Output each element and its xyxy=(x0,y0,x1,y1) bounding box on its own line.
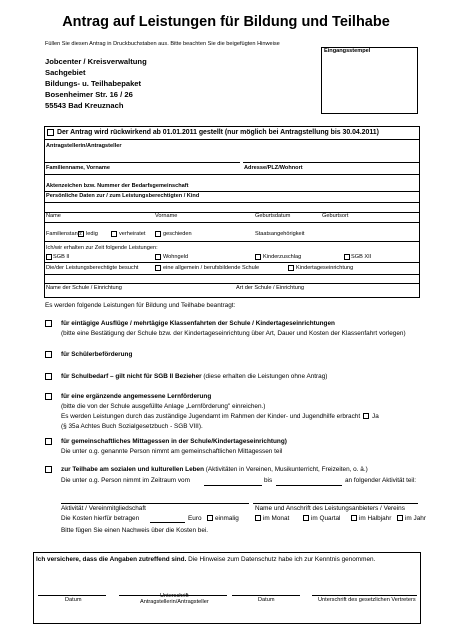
address-line-4: Bosenheimer Str. 16 / 26 xyxy=(45,90,133,99)
einmalig-checkbox[interactable] xyxy=(207,515,213,521)
kosten-amount-field[interactable] xyxy=(150,522,185,523)
schulbedarf-text xyxy=(61,373,327,380)
signature1-label-a: Unterschrift xyxy=(160,593,189,599)
ausflug-title: für eintägige Ausflüge / mehrtägige Klassenfahrten der Schule / Kindertageseinrichtungen xyxy=(61,320,335,327)
halbjahr-checkbox[interactable] xyxy=(351,515,357,521)
lernfoerderung-checkbox[interactable] xyxy=(45,393,52,400)
child-geburtsort-label: Geburtsort xyxy=(322,213,349,219)
stamp-label: Eingangsstempel xyxy=(324,48,371,54)
ledig-label: ledig xyxy=(86,231,98,237)
kinderzuschlag-label: Kinderzuschlag xyxy=(263,254,302,260)
einmalig-label: einmalig xyxy=(215,515,239,522)
teilhabe-text xyxy=(61,466,368,473)
anbieter-field[interactable] xyxy=(253,503,418,504)
lernfoerderung-note-2: Es werden Leistungen durch das zuständige Jugendamt im Rahmen der Kinder- und Jugendhilfe erbracht xyxy=(61,413,361,420)
school-name-line xyxy=(44,283,420,284)
divider xyxy=(44,191,420,192)
signature1-label-b: Antragstellerin/Antragsteller xyxy=(140,599,209,605)
mittagessen-checkbox[interactable] xyxy=(45,438,52,445)
applicant-label: Antragstellerin/Antragsteller xyxy=(46,143,122,149)
school-type-label: Art der Schule / Einrichtung xyxy=(236,285,305,291)
teilhabe-bis-label: bis xyxy=(264,477,273,484)
ledig-checkbox[interactable] xyxy=(78,231,84,237)
teilhabe-an-label: an folgender Aktivität teil: xyxy=(345,477,417,484)
teilhabe-note: (Aktivitäten in Vereinen, Musikunterricht, Freizeiten, o. ä.) xyxy=(205,466,368,473)
leistungen-label: Ich/wir erhalten zur Zeit folgende Leistungen: xyxy=(46,245,158,251)
schulbedarf-checkbox[interactable] xyxy=(45,373,52,380)
kita-checkbox[interactable] xyxy=(288,265,294,271)
kosten-label: Die Kosten hierfür betragen xyxy=(61,515,140,522)
sgb2-checkbox[interactable] xyxy=(46,254,52,260)
halbjahr-label: im Halbjahr xyxy=(359,515,392,522)
address-line-2: Sachgebiet xyxy=(45,68,86,77)
retro-text: Der Antrag wird rückwirkend ab 01.01.2011 gestellt (nur möglich bei Antragstellung bis 30.04.2011) xyxy=(57,129,379,136)
school-checkbox[interactable] xyxy=(155,265,161,271)
kinderzuschlag-checkbox[interactable] xyxy=(255,254,261,260)
divider xyxy=(44,174,420,175)
personal-data-label: Persönliche Daten zur / zum Leistungsberechtigten / Kind xyxy=(46,193,200,199)
lernfoerderung-title: für eine ergänzende angemessene Lernförderung xyxy=(61,393,212,400)
geschieden-label: geschieden xyxy=(163,231,192,237)
school-label: eine allgemein / berufsbildende Schule xyxy=(163,265,260,271)
teilhabe-from-label: Die unter o.g. Person nimmt im Zeitraum vom xyxy=(61,477,190,484)
sgb2-label: SGB II xyxy=(53,254,70,260)
mittagessen-title: für gemeinschaftliches Mittagessen in der Schule/Kindertageseinrichtung) xyxy=(61,438,287,445)
stamp-box xyxy=(321,47,418,114)
ausflug-checkbox[interactable] xyxy=(45,320,52,327)
address-label: Adresse/PLZ/Wohnort xyxy=(244,165,303,171)
datum1-label: Datum xyxy=(65,597,82,603)
date-from-field[interactable] xyxy=(204,485,262,486)
sgb12-checkbox[interactable] xyxy=(344,254,350,260)
verheiratet-label: verheiratet xyxy=(119,231,146,237)
aktivitaet-label: Aktivität / Vereinmitgliedschaft xyxy=(61,505,146,512)
child-geburtsdatum-label: Geburtsdatum xyxy=(255,213,291,219)
jahr-label: im Jahr xyxy=(405,515,426,522)
wohngeld-checkbox[interactable] xyxy=(155,254,161,260)
verheiratet-checkbox[interactable] xyxy=(111,231,117,237)
page-title: Antrag auf Leistungen für Bildung und Teilhabe xyxy=(62,14,390,30)
retro-checkbox[interactable] xyxy=(47,129,54,136)
date-to-field[interactable] xyxy=(276,485,342,486)
quartal-label: im Quartal xyxy=(311,515,341,522)
school-visit-label: Die/der Leistungsberechtigte besucht xyxy=(46,265,139,271)
signature2-field[interactable] xyxy=(312,595,417,596)
schulbedarf-title: für Schulbedarf – gilt nicht für SGB II Bezieher xyxy=(61,373,202,380)
aktenzeichen-label: Aktenzeichen bzw. Nummer der Bedarfsgemeinschaft xyxy=(46,183,189,189)
apply-intro: Es werden folgende Leistungen für Bildung und Teilhabe beantragt: xyxy=(45,302,236,309)
jahr-checkbox[interactable] xyxy=(397,515,403,521)
school-name-label: Name der Schule / Einrichtung xyxy=(46,285,122,291)
geschieden-checkbox[interactable] xyxy=(155,231,161,237)
staatsangehoerigkeit-label: Staatsangehörigkeit xyxy=(255,231,305,237)
divider xyxy=(44,139,420,140)
monat-label: im Monat xyxy=(263,515,290,522)
divider xyxy=(44,241,420,242)
teilhabe-title: zur Teilhabe am sozialen und kulturellen Leben xyxy=(61,466,204,473)
declaration-rest: Die Hinweise zum Datenschutz habe ich zur Kenntnis genommen. xyxy=(188,556,376,563)
schulbedarf-note: (diese erhalten die Leistungen ohne Antrag) xyxy=(203,373,328,380)
datum1-field[interactable] xyxy=(38,595,106,596)
address-field-line xyxy=(243,162,420,163)
divider xyxy=(44,202,420,203)
nachweis-note: Bitte fügen Sie einen Nachweis über die Kosten bei. xyxy=(61,527,209,534)
quartal-checkbox[interactable] xyxy=(303,515,309,521)
address-line-3: Bildungs- u. Teilhabepaket xyxy=(45,79,142,88)
anbieter-label: Name und Anschrift des Leistungsanbieters / Vereins xyxy=(255,505,405,512)
datum2-field[interactable] xyxy=(232,595,300,596)
familienstand-label: Familienstand: xyxy=(46,231,83,237)
divider xyxy=(44,262,420,263)
address-line-5: 55543 Bad Kreuznach xyxy=(45,101,124,110)
datum2-label: Datum xyxy=(258,597,275,603)
kita-label: Kindertageseinrichtung xyxy=(296,265,354,271)
jugendamt-ja-checkbox[interactable] xyxy=(363,413,369,419)
teilhabe-checkbox[interactable] xyxy=(45,466,52,473)
wohngeld-label: Wohngeld xyxy=(163,254,189,260)
child-vorname-label: Vorname xyxy=(155,213,178,219)
monat-checkbox[interactable] xyxy=(255,515,261,521)
aktivitaet-field[interactable] xyxy=(61,503,249,504)
ausflug-note: (bitte eine Bestätigung der Schule bzw. der Kindertageseinrichtung über Art, Dauer und Kosten der Klassenfahrt vorlegen) xyxy=(61,330,406,337)
declaration-bold: Ich versichere, dass die Angaben zutreffend sind. xyxy=(36,556,187,563)
child-name-label: Name xyxy=(46,213,61,219)
address-line-1: Jobcenter / Kreisverwaltung xyxy=(45,57,147,66)
mittagessen-note: Die unter o.g. genannte Person nimmt am gemeinschaftlichen Mittagessen teil xyxy=(61,448,283,455)
divider xyxy=(44,222,420,223)
divider xyxy=(44,274,420,275)
name-field-line xyxy=(44,162,240,163)
jugendamt-ja-label: Ja xyxy=(372,413,379,420)
sgb12-label: SGB XII xyxy=(351,254,372,260)
child-fields-line xyxy=(44,212,420,213)
signature2-label: Unterschrift des gesetzlichen Vertreters xyxy=(318,597,416,603)
lernfoerderung-note-1: (bitte die von der Schule ausgefüllte Anlage „Lernförderung" einreichen.) xyxy=(61,403,266,410)
declaration-text xyxy=(36,556,375,563)
befoerderung-checkbox[interactable] xyxy=(45,351,52,358)
name-label: Familienname, Vorname xyxy=(46,165,110,171)
befoerderung-title: für Schülerbeförderung xyxy=(61,351,133,358)
intro-text: Füllen Sie diesen Antrag in Druckbuchstaben aus. Bitte beachten Sie die beigefügten Hinweise xyxy=(45,41,280,47)
euro-label: Euro xyxy=(188,515,202,522)
lernfoerderung-note-3: (§ 35a Achtes Buch Sozialgesetzbuch - SGB VIII). xyxy=(61,423,203,430)
